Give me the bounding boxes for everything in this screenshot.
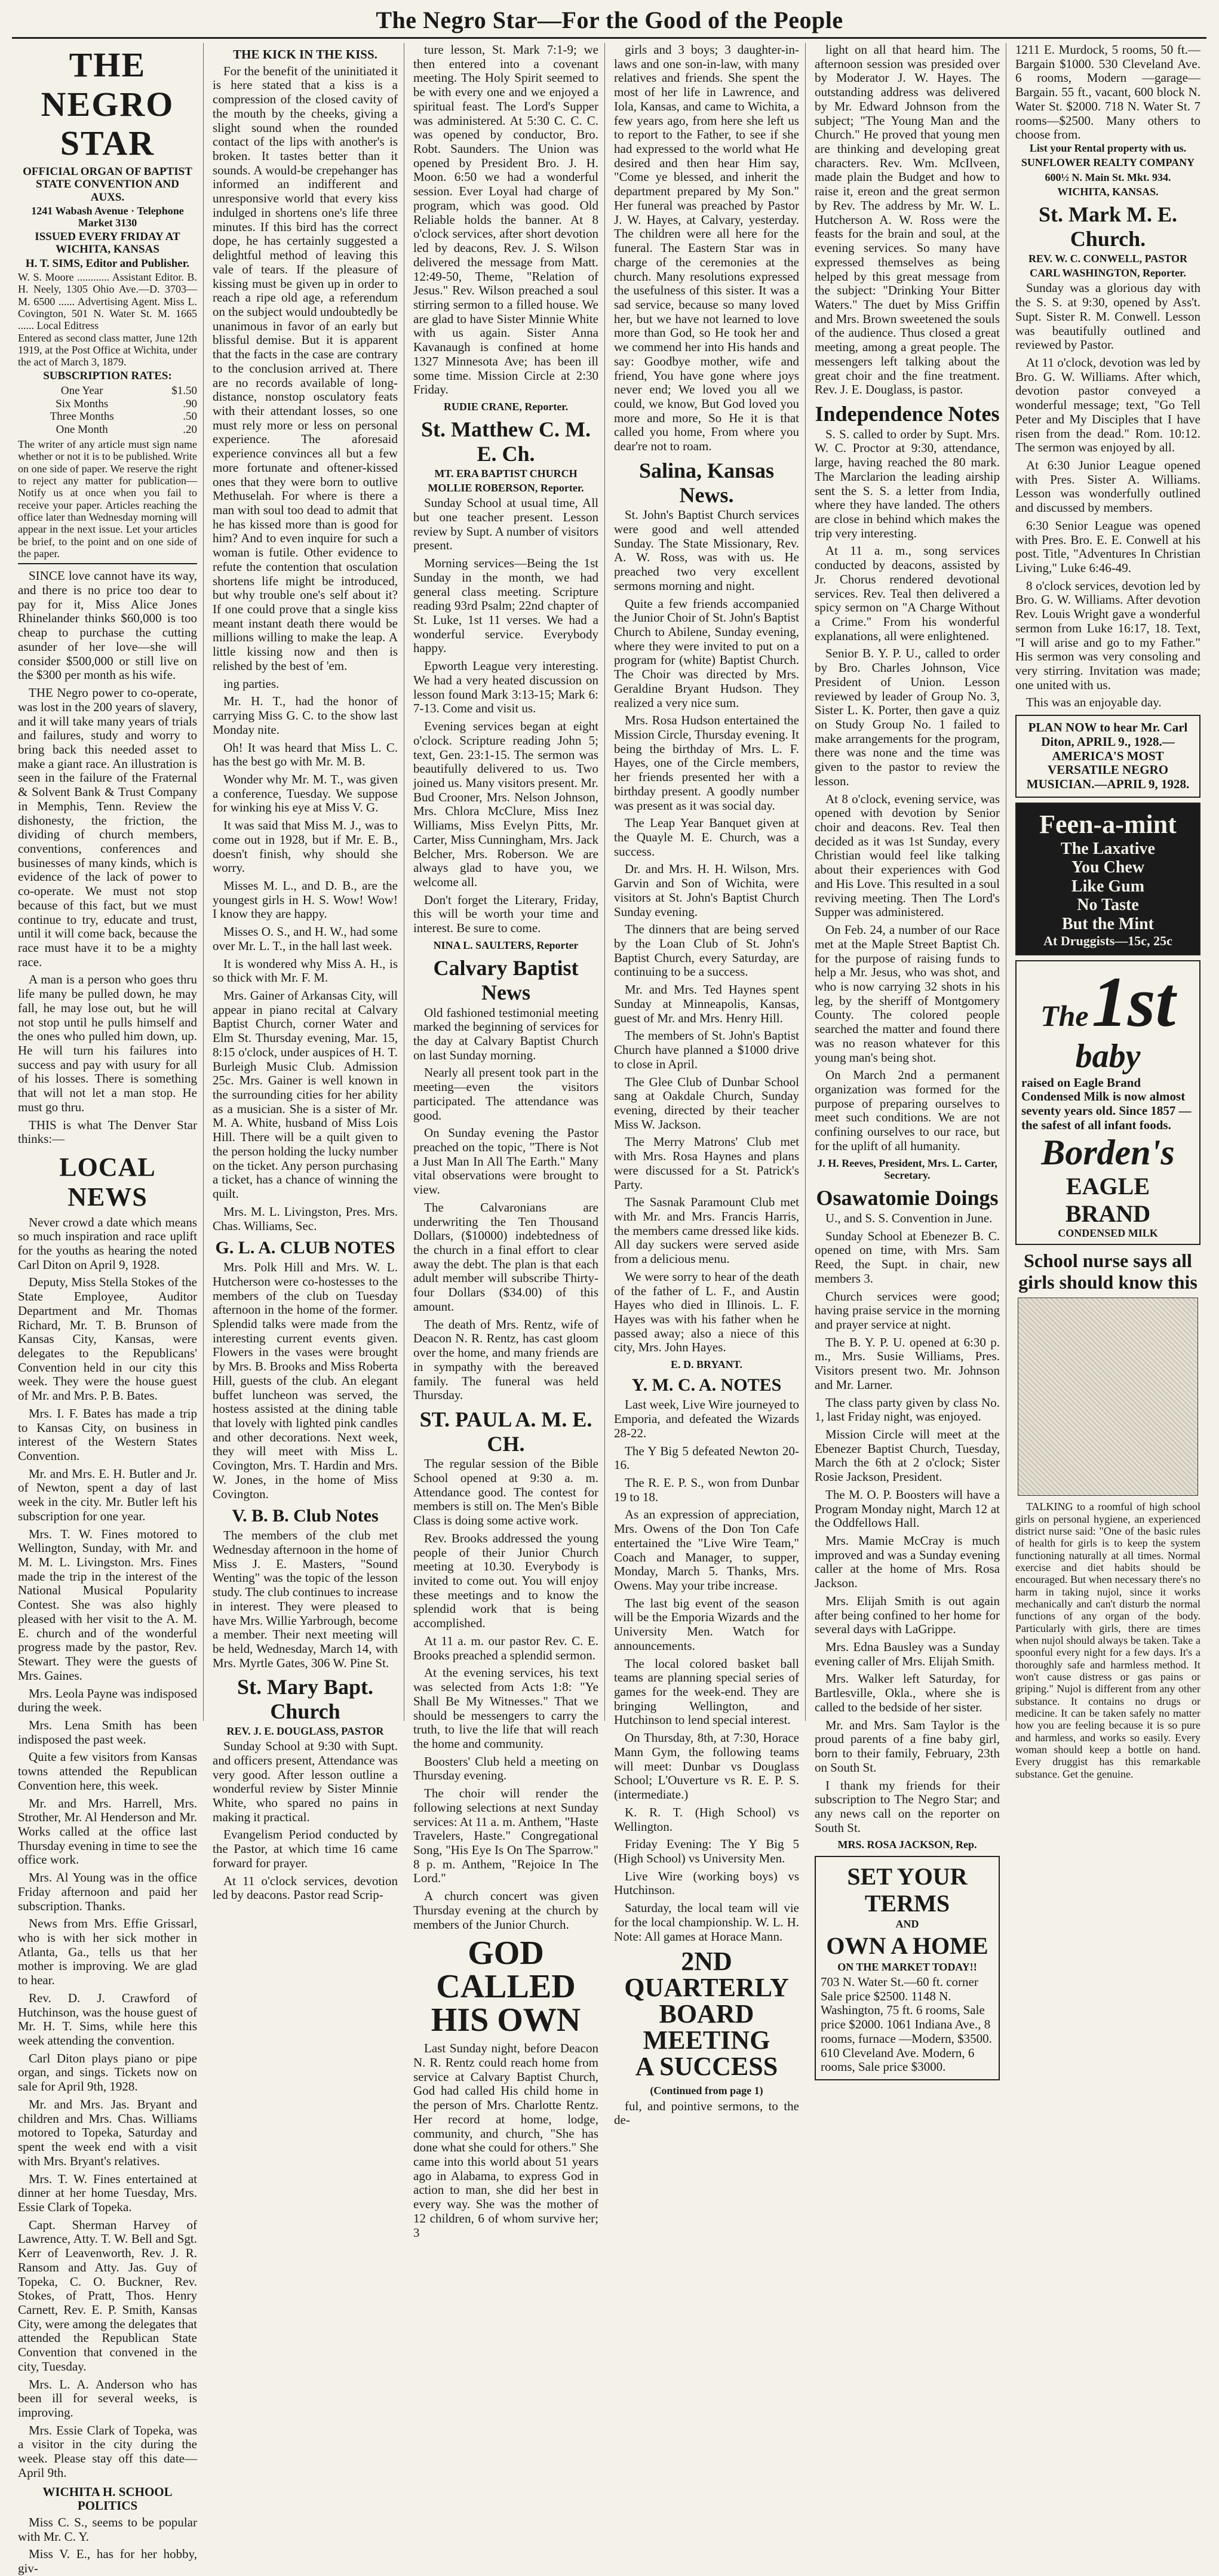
local-news-item: Mrs. Leola Payne was indisposed during the week. <box>18 1686 197 1715</box>
realty-listings: 703 N. Water St.—60 ft. corner Sale price $2500. 1148 N. Washington, 75 ft. 6 rooms, Sale price $2000. 1061 Indiana Ave., 8 rooms, furnace —Modern, $3500. 610 Cleveland Ave. Modern, 6 rooms, Sale price $3000. <box>821 1974 992 2074</box>
school-politics-item: Miss V. E., has for her hobby, giv- <box>18 2547 197 2576</box>
salina-item: The Sasnak Paramount Club met with Mr. and Mrs. Francis Harris, the members came dressed like kids. All day suckers were served aside from a delicious menu. <box>614 1195 799 1267</box>
column-1 <box>12 43 203 2576</box>
independence-item: Senior B. Y. P. U., called to order by Bro. Charles Johnson, Vice President of Union. Lesson reviewed by leader of Group No. 3, Sister L. K. Porter, then gave a quiz on Study Group No. 1 failed to make arrangements for the program, there was none and the time was given to the pastor to review the lesson. <box>815 646 1000 788</box>
independence-item: S. S. called to order by Supt. Mrs. W. C. Proctor at 9:30, attendance, large, having reached the 80 mark. The Marclarion the leading airship sent the S. S. a letter from India, where they have landed. The others are close in behind which makes the trip very interesting. <box>815 426 1000 540</box>
club-notes-heading: V. B. B. Club Notes <box>232 1506 379 1526</box>
club-notes-heading: G. L. A. CLUB NOTES <box>215 1238 395 1258</box>
osawatomie-item: Mrs. Edna Bausley was a Sunday evening caller of Mrs. Elijah Smith. <box>815 1640 1000 1668</box>
realty-cta: List your Rental property with us. <box>1029 142 1187 155</box>
kick-heading: THE KICK IN THE KISS. <box>233 47 377 62</box>
local-news-item: News from Mrs. Effie Grissarl, who is with her sick mother in Atlanta, Ga., tells us that her mother is improving. We are glad to hear. <box>18 1916 197 1988</box>
kick-article: For the benefit of the uninitiated it is here stated that a kiss is a compression of the closed cavity of the mouth by the cheeks, giving a slight sound when the rounded contact of the lips with another's is broken. It tastes better than it sounds. A would-be crepehanger has informed an indifferent and unresponsive world that every kiss indulged in shortens one's life three minutes. If this bird has the correct dope, he has certainly suggested a delightful method of leaving this vale of tears. If the pleasure of kissing must be given up in order to reach a ripe old age, a referendum on the subject would undoubtedly be unanimous in favor of an early but blissful demise. But it is apparent that the facts in the case are contrary to the conclusion arrived at. There are no records available of long-distance, nonstop osculatory feats with their attendant losses, so one must rely more or less on personal experience. The aforesaid experience convinces all but a few more fortunate and oftener-kissed ones that they were born to outlive Methuselah. For where is there a man with soul too dead to admit that he has kissed more than is good for him? And to even inquire for such a woman is futile. Other evidence to refute the contention that osculation shortens life might be introduced, but why trouble one's self about it? If one could prove that a single kiss meant instant death there would be millions willing to make the leap. A little kissing now and then is relished by the best of 'em. <box>213 63 398 673</box>
independence-item: At 8 o'clock, evening service, was opened with devotion by Senior choir and deacons. Rev. Teal then decided as it was 1st Sunday, every Christian would feel like talking about their experiences with God and His Love. This resulted in a soul reviving meeting. Then The Lord's Supper was administered. <box>815 791 1000 920</box>
ymca-item: As an expression of appreciation, Mrs. Owens of the Don Ton Cafe entertained the "Live Wire Team," Coach and Manager, to supper, Monday, March 5. Thanks, Mrs. Owens. May your tribe increase. <box>614 1507 799 1593</box>
local-news-item: Mr. H. T., had the honor of carrying Miss G. C. to the show last Monday nite. <box>213 694 398 737</box>
continued-note: (Continued from page 1) <box>650 2085 763 2097</box>
local-news-item: Capt. Sherman Harvey of Lawrence, Atty. T. W. Bell and Sgt. Kerr of Leavenworth, Rev. J. R. Ransom and Atty. Jas. Guy of Topeka, C. O. Buckner, Rev. Stokes, of Pratt, Thos. Henry Carnett, Rev. E. P. Smith, Kansas City, were among the delegates that attended the Republican State Convention that convened in the city, Tuesday. <box>18 2217 197 2374</box>
independence-heading: Independence Notes <box>815 401 1000 426</box>
local-news-item: Mrs. Gainer of Arkansas City, will appear in piano recital at Calvary Baptist Church, corner Water and Elm St. Thursday evening, Mar. 15, 8:15 o'clock, under auspices of H. T. Burleigh Music Club. Admission 25c. Mrs. Gainer is well known in the surrounding cities for her ability as a musician. She is a sister of Mr. M. A. White, husband of Miss Lois Hill. There will be a quilt given to the person holding the lucky number on the ticket. Any person purchasing a ticket, has a chance of winning the quilt. <box>213 988 398 1201</box>
local-news-item: Mrs. Lena Smith has been indisposed the past week. <box>18 1717 197 1747</box>
salina-item: Mr. and Mrs. Ted Haynes spent Sunday at Minneapolis, Kansas, guest of Mr. and Mrs. Henry Hill. <box>614 982 799 1025</box>
church-item: Sunday School at usual time, All but one teacher present. Lesson review by Supt. A number of visitors present. <box>413 496 598 553</box>
osawatomie-item: Mr. and Mrs. Sam Taylor is the proud parents of a fine baby girl, born to their family, February, 23th on South St. <box>815 1717 1000 1775</box>
church-item: The death of Mrs. Rentz, wife of Deacon N. R. Rentz, has cast gloom over the home, and many friends are in sympathy with the bereaved family. The funeral was held Thursday. <box>413 1317 598 1403</box>
obituary-text: girls and 3 boys; 3 daughter-in-laws and one son-in-law, with many relatives and friends. She spent the most of her life in Lawrence, and Iola, Kansas, and came to Wichita, a few years ago, from here she left us to report to the Father, to see if she had expressed to the world what He desired and then hear Him say, "Come ye blessed, and inherit the department prepared by My Son." Her funeral was preached by Pastor J. W. Hayes, at Calvary, yesterday. The children were all here for the funeral. The Eastern Star was in charge of the ceremonies at the church. Many resolutions expressed the usefulness of this sister. It was a sad service, because so many loved her, but we have not learned to love more than God, so He took her and we commend her into His hands and say: Goodbye mother, wife and friend, You have gone where joys never end; We loved you all we could, we know, But God loved you more and more, So He it is that called you home, From where you dear're not to roam. <box>614 42 799 454</box>
realty-city: WICHITA, KANSAS. <box>1057 186 1159 198</box>
church-item: Sunday was a glorious day with the S. S. at 9:30, opened by Ass't. Supt. Sister R. M. Conwell. Lesson was beautifully outlined and reviewed by Pastor. <box>1015 281 1200 352</box>
church-item: At 6:30 Junior League opened with Pres. Sister A. Williams. Lesson was wonderfully outlined and discussed by members. <box>1015 457 1200 515</box>
reporter-byline: NINA L. SAULTERS, Reporter <box>433 939 579 951</box>
realty-listings: 1211 E. Murdock, 5 rooms, 50 ft.—Bargain $1000. 530 Cleveland Ave. 6 rooms, Modern —garage—Bargain. 55 ft., vacant, 600 block N. Water St. $2000. 718 N. Water St. 7 rooms—$2500. Many others to choose from. <box>1015 42 1200 142</box>
feenamint-line: The Laxative <box>1061 839 1155 858</box>
salina-item: Quite a few friends accompanied the Junior Choir of St. John's Baptist Church to Abilene, Sunday evening, where they were invited to put on a program for (white) Baptist Church. The Choir was directed by Mrs. Geraldine Bryant Hudson. They realized a very nice sum. <box>614 596 799 710</box>
column-6 <box>1009 42 1206 1780</box>
masthead-notice: The writer of any article must sign name whether or not it is to be published. Write on one side of paper. We reserve the right to reject any matter for publication—Notify us at once when you fail to receive your paper. Articles reaching the office later than Wednesday morning will appear in the next issue. Let your articles be brief, to the point and on one side of the paper. <box>18 438 197 560</box>
osawatomie-item: Sunday School at Ebenezer B. C. opened on time, with Mrs. Sam Reed, the Supt. in chair, new members 3. <box>815 1228 1000 1286</box>
church-item: Morning services—Being the 1st Sunday in the month, we had general class meeting. Scripture reading 93rd Psalm; 22nd chapter of St. Luke, 1st 11 verses. We had a wonderful service. Everybody happy. <box>413 556 598 656</box>
salina-heading: Salina, Kansas News. <box>638 458 775 507</box>
masthead-staff: W. S. Moore ............ Assistant Editor. B. H. Neely, 1305 Ohio Ave.—D. 3703—M. 6500 ...... Advertising Agent. Miss L. Covington, 501 N. Water St. M. 1665 ...... Local Editress <box>18 271 197 332</box>
church-item: The regular session of the Bible School opened at 9:30 a. m. Attendance good. The contest for members is still on. The Men's Bible Class is doing some active work. <box>413 1456 598 1528</box>
eagle-brand-ad <box>1015 960 1200 1245</box>
rate-row: Six Months .90 <box>56 397 197 410</box>
realty-ad <box>815 1856 1000 2080</box>
rate-row: One Month .20 <box>56 423 197 436</box>
ymca-item: Live Wire (working boys) vs Hutchinson. <box>614 1868 799 1898</box>
condensed-milk-label: CONDENSED MILK <box>1058 1226 1158 1239</box>
church-item: Sunday School at 9:30 with Supt. and officers present, Attendance was very good. After lesson outline a wonderful review by Sister Minnie White, who spared no pains in making it practical. <box>213 1739 398 1824</box>
osawatomie-item: U., and S. S. Convention in June. <box>825 1210 993 1225</box>
salina-item: The Merry Matrons' Club met with Mrs. Rosa Haynes and plans were discussed for a St. Patrick's Party. <box>614 1135 799 1192</box>
ymca-item: Friday Evening: The Y Big 5 (High School) vs University Men. <box>614 1837 799 1865</box>
church-item: Don't forget the Literary, Friday, this will be worth your time and interest. Be sure to come. <box>413 892 598 936</box>
local-news-item: It is wondered why Miss A. H., is so thick with Mr. F. M. <box>213 956 398 985</box>
church-item: Old fashioned testimonial meeting marked the beginning of services for the day at Calvary Baptist Church on last Sunday morning. <box>413 1005 598 1062</box>
church-heading: St. Mark M. E. Church. <box>1039 202 1177 251</box>
local-news-heading: LOCAL NEWS <box>59 1152 156 1212</box>
feenamint-brand: Feen-a-mint <box>1039 809 1177 839</box>
church-item: A church concert was given Thursday evening at the church by members of the Junior Church. <box>413 1889 598 1932</box>
local-news-item: Mrs. L. A. Anderson who has been ill for several weeks, is improving. <box>18 2377 197 2420</box>
church-item: 6:30 Senior League was opened with Pres. Bro. E. E. Conwell at his post. Title, "Adventures In Christian Living," Luke 6:46-49. <box>1015 518 1200 575</box>
independence-item: At 11 a. m., song services conducted by deacons, assisted by Jr. Chorus rendered devotional services. Rev. Teal then delivered a spicy sermon on "A Charge Without a Crime." From his wonderful explanations, all were enlightened. <box>815 543 1000 643</box>
osawatomie-item: Mrs. Walker left Saturday, for Bartlesville, Okla., where she is called to the bedside of her sister. <box>815 1671 1000 1714</box>
girl-portrait-image <box>1018 1298 1198 1496</box>
local-news-item: Rev. D. J. Crawford of Hutchinson, was the house guest of Mr. H. T. Sims, while here this week attending the convention. <box>18 1990 197 2048</box>
church-byline: REV. W. C. CONWELL, PASTOR <box>1028 252 1188 265</box>
osawatomie-item: Mission Circle will meet at the Ebenezer Baptist Church, Tuesday, March the 6th at 2 o'clock; Sister Rosie Jackson, President. <box>815 1427 1000 1484</box>
masthead-issued: ISSUED EVERY FRIDAY AT WICHITA, KANSAS <box>35 230 180 256</box>
column-5 <box>809 42 1006 2074</box>
reporter-byline: MOLLIE ROBERSON, Reporter. <box>428 481 584 494</box>
obituary-text: Last Sunday night, before Deacon N. R. Rentz could reach home from service at Calvary Baptist Church, God had called His child home in the person of Mrs. Charlotte Rentz. Her record at home, lodge, community, and church, "She has done what she could for others." She came into this world about 51 years ago in Alabama, to express God in action to man, she did her best in every way. She was the mother of 12 children, 6 of whom survive her; 3 <box>413 2041 598 2240</box>
church-item: At the evening services, his text was selected from Acts 1:8: "Ye Shall Be My Witnesses." That we should be messengers to carry the truth, to live the life that will reach the home and community. <box>413 1665 598 1751</box>
board-meeting-text: ful, and pointive sermons, to the de- <box>614 2098 799 2128</box>
board-meeting-text: light on all that heard him. The afternoon session was presided over by Moderator J. W. Hayes. The outstanding address was delivered by Mr. Edward Johnson from the subject; "The Young Man and the Church." He proved that young men are thinking and developing great characters. Rev. Wm. McIlveen, made plain the Budget and how to raise it, ereon and the great sermon by Rev. The address by Mr. W. L. Hutcherson A. W. Ross were the feasts for the brain and soul, at the evening services. So many have expressed themselves as being helped by this great message from the subject: "Drinking Your Bitter Waters." The duet by Miss Griffin and Mrs. Brown sweetened the souls of the audience. Thus closed a great meeting, among a great people. The messengers left talking about the great choir and the fine treatment. Rev. J. E. Douglass, is pastor. <box>815 42 1000 397</box>
god-called-heading: GOD CALLED HIS OWN <box>431 1935 581 2039</box>
osawatomie-item: Church services were good; having praise service in the morning and prayer service at night. <box>815 1289 1000 1332</box>
salina-item: Mrs. Rosa Hudson entertained the Mission Circle, Thursday evening. It being the birthday of Mrs. L. F. Hayes, one of the Circle members, her friends presented her with a birthday present. A goodly number was present as it was social day. <box>614 713 799 813</box>
local-news-item: Wonder why Mr. M. T., was given a conference, Tuesday. We suppose for winking his eye at Miss V. G. <box>213 771 398 815</box>
osawatomie-item: Mrs. Mamie McCray is much improved and was a Sunday evening caller at the home of Mrs. Rosa Jackson. <box>815 1533 1000 1591</box>
ymca-item: K. R. T. (High School) vs Wellington. <box>614 1805 799 1834</box>
ymca-item: The last big event of the season will be the Emporia Wizards and the University Men. Watch for announcements. <box>614 1596 799 1653</box>
salina-item: We were sorry to hear of the death of the father of L. F., and Austin Hayes who died in Illinois. L. F. Hayes was with his father when he passed away; also a niece of this city, Mrs. John Hayes. <box>614 1269 799 1355</box>
independence-item: On March 2nd a permanent organization was formed for the purpose of preparing ourselves to meet such conditions. We are not confining ourselves to our race, but for the uplift of all humanity. <box>815 1068 1000 1153</box>
local-news-item: Mrs. T. W. Fines entertained at dinner at her home Tuesday, Mrs. Essie Clark of Topeka. <box>18 2171 197 2214</box>
local-news-item: Mrs. Essie Clark of Topeka, was a visitor in the city during the week. Please stay off this date—April 9th. <box>18 2423 197 2480</box>
church-byline: REV. J. E. DOUGLASS, PASTOR <box>226 1724 384 1737</box>
editorial-paragraph: THE Negro power to co-operate, was lost in the 200 years of slavery, and it will take many years of trials and failures, study and worry to bring back this needed asset to make a giant race. An illustration is seen in the failure of the Fraternal & Solvent Bank & Trust Company in Memphis, Tenn. Review the dishonesty, the friction, the dividing of church members, conventions, conferences and businesses of many kinds, which is evidence of the lack of power to co-operate. We must not stop because of this fact, but we must continue to try, educate and trust, until it will come back, because the race must have it to be a mighty race. <box>18 686 197 969</box>
feenamint-line: You Chew <box>1071 858 1145 877</box>
running-head: The Negro Star—For the Good of the People <box>376 7 843 33</box>
ymca-item: Last week, Live Wire journeyed to Emporia, and defeated the Wizards 28-22. <box>614 1397 799 1440</box>
local-news-item: Mr. and Mrs. Harrell, Mrs. Strother, Mr. Al Henderson and Mr. Works called at the office last Thursday evening in time to see the office work. <box>18 1796 197 1867</box>
church-item: This was an enjoyable day. <box>1026 695 1162 710</box>
local-news-item: It was said that Miss M. J., was to come out in 1928, but if Mr. E. B., doesn't finish, why should she worry. <box>213 818 398 875</box>
column-divider <box>805 43 806 1721</box>
realty-address: 600½ N. Main St. Mkt. 934. <box>1045 171 1171 183</box>
osawatomie-item: I thank my friends for their subscription to The Negro Star; and any news call on the reporter on South St. <box>815 1778 1000 1835</box>
masthead-entered: Entered as second class matter, June 12th 1919, at the Post Office at Wichita, under the act of March 3, 1879. <box>18 331 197 368</box>
feenamint-ad <box>1015 803 1200 956</box>
column-4 <box>608 42 805 2128</box>
local-news-item: Oh! It was heard that Miss L. C. has the best go with Mr. M. B. <box>213 740 398 769</box>
osawatomie-heading: Osawatomie Doings <box>816 1186 999 1210</box>
osawatomie-item: The B. Y. P. U. opened at 6:30 p. m., Mrs. Susie Williams, Pres. Visitors present two. Mr. Johnson and Mr. Larner. <box>815 1335 1000 1392</box>
church-item: On Sunday evening the Pastor preached on the topic, "There is Not a Just Man In All The Earth." Many vital observations were brought to view. <box>413 1126 598 1197</box>
church-item: Evening services began at eight o'clock. Scripture reading John 5; text, Gen. 23:1-15. The sermon was beautifully delivered to us. Two joined us. Many visitors present. Mr. Bud Crooner, Mrs. Nelson Johnson, Mrs. Chlora McClure, Miss Inez Williams, Miss Evelyn Pitts, Mr. Carter, Miss Cunningham, Mrs. Jack Belcher, Mrs. Roberson. We are always glad to have you, we welcome all. <box>413 719 598 889</box>
local-news-item: Never crowd a date which means so much inspiration and race uplift for the youths as hearing the noted Carl Diton on April 9, 1928. <box>18 1215 197 1272</box>
column-3 <box>407 42 604 2240</box>
masthead <box>18 45 197 564</box>
salina-item: The Leap Year Banquet given at the Quayle M. E. Church, was a success. <box>614 816 799 859</box>
rates-table <box>18 385 197 436</box>
church-heading: St. Matthew C. M. E. Ch. <box>421 417 591 466</box>
realty-headline: OWN A HOME <box>826 1932 988 1960</box>
salina-item: St. John's Baptist Church services were good and well attended Sunday. The State Missionary, Rev. A. W. Ross, was with us. He preached two very excellent sermons morning and night. <box>614 508 799 593</box>
feenamint-line: No Taste <box>1077 896 1139 915</box>
local-news-item: Mrs. M. L. Livingston, Pres. Mrs. Chas. Williams, Sec. <box>213 1204 398 1233</box>
ymca-item: On Thursday, 8th, at 7:30, Horace Mann Gym, the following teams will meet: Dunbar vs Douglass School; L'Ouverture vs R. E. P. S. (intermediate.) <box>614 1730 799 1802</box>
editorial-paragraph: A man is a person who goes thru life many be pulled down, he may fall, he may lose out, but he will not stop until he pulls himself and the ones who pulled him down, up. He will turn his failures into success and pay with usury for all of his losses. There is something that will not let a man stop. He must go thru. <box>18 972 197 1114</box>
church-item: At 11 a. m. our pastor Rev. C. E. Brooks preached a splendid sermon. <box>413 1633 598 1662</box>
rates-title: SUBSCRIPTION RATES: <box>43 369 172 382</box>
local-news-item: Mrs. T. W. Fines motored to Wellington, Sunday, with Mr. and M. M. L. Livingston. Mrs. Fines made the trip in the interest of the National Musical Popularity Contest. She was also highly pleased with her visit to the A. M. E. church and of the wonderful progress made by the pastor, Rev. Stewart. They were the guests of Mrs. Gaines. <box>18 1526 197 1683</box>
realty-company: SUNFLOWER REALTY COMPANY <box>1021 156 1195 169</box>
local-news-item: Misses M. L., and D. B., are the youngest girls in H. S. Wow! Wow! I know they are happy. <box>213 878 398 921</box>
reporter-byline: CARL WASHINGTON, Reporter. <box>1030 267 1186 279</box>
editorial-paragraph: THIS is what The Denver Star thinks:— <box>18 1117 197 1146</box>
masthead-editor: H. T. SIMS, Editor and Publisher. <box>25 257 190 270</box>
header-rule <box>12 37 1206 39</box>
column-2 <box>207 43 404 1902</box>
church-subheading: MT. ERA BAPTIST CHURCH <box>434 467 578 479</box>
feenamint-line: But the Mint <box>1062 915 1154 933</box>
local-news-item: Carl Diton plays piano or pipe organ, and sings. Tickets now on sale for April 9th, 1928. <box>18 2051 197 2094</box>
realty-subheadline: ON THE MARKET TODAY!! <box>837 1960 977 1973</box>
local-news-item: Mrs. I. F. Bates has made a trip to Kansas City, on business in interest of the Western States Convention. <box>18 1406 197 1463</box>
church-item: The choir will render the following selections at next Sunday services: At 11 a. m. Anthem, "Haste Travelers, Haste." Congregational Song, "His Eye Is On The Sparrow." 8 p. m. Anthem, "Rejoice In The Lord." <box>413 1786 598 1886</box>
diton-notice: PLAN NOW to hear Mr. Carl Diton, APRIL 9., 1928.—AMERICA'S MOST VERSATILE NEGRO MUSICIAN.—APRIL 9, 1928. <box>1015 715 1200 798</box>
club-notes-text: Mrs. Polk Hill and Mrs. W. L. Hutcherson were co-hostesses to the members of the club on Tuesday afternoon in the home of the former. Splendid talks were made from the interesting current events given. Flowers in the vases were brought by Mrs. B. Brooks and Miss Roberta Hill, guests of the club. An elegant buffet luncheon was served, the hostess assisted at the dining table that lovely with lighted pink candles and other decorations. Next week, they will meet with Miss L. Covington, Mrs. T. Hardin and Mrs. W. Jones, in the home of Miss Covington. <box>213 1260 398 1501</box>
reporter-byline: RUDIE CRANE, Reporter. <box>443 400 569 413</box>
church-heading: ST. PAUL A. M. E. CH. <box>419 1407 592 1456</box>
local-news-item: Mrs. Al Young was in the office Friday afternoon and paid her subscription. Thanks. <box>18 1870 197 1913</box>
local-news-item: Deputy, Miss Stella Stokes of the State Employee, Auditor Department and Mr. Thomas Richard, Mr. T. B. Brunson of Kansas City, Kansas, were delegates to the Republicans' Convention held in our city this week. They were the house guest of Mr. and Mrs. P. B. Bates. <box>18 1275 197 1403</box>
board-meeting-heading: 2ND QUARTERLY BOARD MEETING A SUCCESS <box>624 1947 789 2082</box>
nurse-ad-heading: School nurse says all girls should know this <box>1018 1250 1197 1293</box>
salina-item: Dr. and Mrs. H. H. Wilson, Mrs. Garvin and Son of Wichita, were visitors at St. John's Baptist Church Sunday evening. <box>614 862 799 919</box>
church-item: Evangelism Period conducted by the Pastor, at which time 16 came forward for prayer. <box>213 1827 398 1870</box>
church-item: At 11 o'clock services, devotion led by deacons. Pastor read Scrip- <box>213 1873 398 1902</box>
ymca-item: The Y Big 5 defeated Newton 20-16. <box>614 1443 799 1473</box>
reporter-byline: MRS. ROSA JACKSON, Rep. <box>837 1839 977 1851</box>
school-politics-item: Miss C. S., seems to be popular with Mr. C. Y. <box>18 2515 197 2544</box>
reporter-byline: E. D. BRYANT. <box>671 1358 742 1371</box>
church-item: Epworth League very interesting. We had a very heated discussion on lesson found Mark 3:13-15; Mark 6: 7-13. Come and visit us. <box>413 659 598 716</box>
independence-signature: J. H. Reeves, President, Mrs. L. Carter, Secretary. <box>817 1157 997 1181</box>
independence-item: On Feb. 24, a number of our Race met at the Maple Street Baptist Ch. for the purpose of raising funds to help a Mr. Jesus, who was shot, and who is now carrying 32 shots in his leg, by the sheriff of Montgomery County. The colored people searched the matter and found there was no reason whatever for this young man's being shot. <box>815 923 1000 1065</box>
feenamint-price: At Druggists—15c, 25c <box>1043 933 1172 948</box>
church-item: Rev. Brooks addressed the young people of their Junior Church meeting at 10.30. Everybody is invited to come out. You will enjoy these meetings and to know the splendid work that is being accomplished. <box>413 1530 598 1631</box>
ymca-item: The local colored basket ball teams are planning special series of games for the week-end. They are bringing Wellington, and Hutchinson to lend special interest. <box>614 1656 799 1727</box>
realty-headline: SET YOUR TERMS <box>847 1862 968 1917</box>
church-heading: St. Mary Bapt. Church <box>237 1675 373 1724</box>
baby-headline: The 1st baby <box>1040 962 1175 1075</box>
baby-text: raised on Eagle Brand Condensed Milk is now almost seventy years old. Since 1857 —the safest of all infant foods. <box>1021 1075 1192 1132</box>
local-news-item: Misses O. S., and H. W., had some over Mr. L. T., in the hall last week. <box>213 924 398 953</box>
local-news-item: Mr. and Mrs. E. H. Butler and Jr. of Newton, spent a day of last week in the city. Mr. Butler left his subscription for one year. <box>18 1466 197 1523</box>
nurse-ad-text: TALKING to a roomful of high school girls on personal hygiene, an experienced district nurse said: "One of the basic rules of health for girls is to keep the system functioning naturally at all times. Normal exercise and diet habits should be encouraged. But when necessary there's no harm in taking nujol, since it works mechanically and can't disturb the normal functions of any organ of the body. Particularly with girls, there are times when nujol should always be taken. Take a spoonful every night for a few days. It's a thoroughly safe and harmless method. It won't cause distress or gas pains or griping." Nujol is different from any other substance. It contains no drugs or medicine. It can be taken safely no matter how you are feeling because it is so pure and harmless, and works so easily. Every woman should keep a bottle on hand. Every druggist has this remarkable substance. Get the genuine. <box>1015 1501 1200 1780</box>
masthead-address: 1241 Wabash Avenue · Telephone Market 3130 <box>31 205 184 229</box>
church-heading: Calvary Baptist News <box>433 956 579 1004</box>
church-item: Nearly all present took part in the meeting—even the visitors participated. The attendance was good. <box>413 1065 598 1123</box>
ymca-item: Saturday, the local team will vie for the local championship. W. L. H. Note: All games at Horace Mann. <box>614 1901 799 1944</box>
rate-row: Three Months .50 <box>50 410 197 423</box>
ymca-heading: Y. M. C. A. NOTES <box>631 1375 782 1395</box>
local-news-item: Mr. and Mrs. Jas. Bryant and children and Mrs. Chas. Williams motored to Topeka, Saturday and spent the week end with a visit with Mrs. Bryant's relatives. <box>18 2097 197 2168</box>
bordens-logo: Borden's <box>1041 1132 1175 1172</box>
salina-item: The dinners that are being served by the Loan Club of St. John's Baptist Church, every Saturday, are continuing to be a success. <box>614 922 799 979</box>
local-news-item: ing parties. <box>223 676 280 691</box>
eagle-brand-logo: EAGLE BRAND <box>1065 1173 1151 1227</box>
school-politics-heading: WICHITA H. SCHOOL POLITICS <box>42 2484 173 2513</box>
church-item: ture lesson, St. Mark 7:1-9; we then entered into a covenant meeting. The Holy Spirit seemed to be with every one and we enjoyed a spiritual feast. The Lord's Supper was administered. At 5:30 C. C. C. was opened by conductor, Bro. Robt. Saunders. The Union was opened by President Bro. J. H. Moon. 6:50 we had a wonderful session. Ever Loyal had charge of program, which was good. Old Reliable holds the banner. At 8 o'clock services, after short devotion led by deacons, Rev. J. S. Wilson delivered the message from Matt. 12:49-50, Theme, "Relation of Jesus." Rev. Wilson preached a soul stirring sermon to a filled house. We are glad to have Sister Minnie White with us again. Sister Anna Kavanaugh is confined at home 1327 Minnesota Ave; has been ill some time. Mission Circle at 2:30 Friday. <box>413 42 598 397</box>
editorial-paragraph: SINCE love cannot have its way, and there is no price too dear to pay for it, Miss Alice Jones Rhinelander thinks $60,000 is too cheap to purchase the cutting asunder of her love—she will consider $500,000 or still live on the $300 per month as his wife. <box>18 568 197 683</box>
local-news-item: Quite a few visitors from Kansas towns attended the Republican Convention here, this week. <box>18 1750 197 1793</box>
column-divider <box>604 43 605 1721</box>
church-item: Boosters' Club held a meeting on Thursday evening. <box>413 1754 598 1783</box>
masthead-title: THE NEGRO STAR <box>41 45 174 163</box>
osawatomie-item: The M. O. P. Boosters will have a Program Monday night, March 12 at the Oddfellows Hall. <box>815 1487 1000 1530</box>
church-item: At 11 o'clock, devotion was led by Bro. G. W. Williams. After which, devotion pastor conveyed a wonderful message; text, "Go Tell Peter and My Disciples that I have risen from the dead." Rom. 10:12. The sermon was enjoyed by all. <box>1015 355 1200 455</box>
osawatomie-item: The class party given by class No. 1, last Friday night, was enjoyed. <box>815 1395 1000 1424</box>
salina-item: The members of St. John's Baptist Church have planned a $1000 drive to close in April. <box>614 1028 799 1071</box>
column-divider <box>203 43 204 1721</box>
rate-row: One Year $1.50 <box>60 385 197 398</box>
osawatomie-item: Mrs. Elijah Smith is out again after being confined to her home for several days with LaGrippe. <box>815 1593 1000 1637</box>
club-notes-text: The members of the club met Wednesday afternoon in the home of Miss J. E. Masters, "Sound Wenting" was the topic of the lesson study. The club continues to increase in interest. They were pleased to have Mrs. Willie Yarbrough, become a member. Their next meeting will be held, Wednesday, March 14, with Mrs. Myrtle Gates, 306 W. Pine St. <box>213 1528 398 1670</box>
feenamint-line: Like Gum <box>1071 877 1145 896</box>
church-item: The Calvaronians are underwriting the Ten Thousand Dollars, ($10000) indebtedness of the church in a final effort to clear away the debt. The plan is that each adult member will subscribe Thirty-four Dollars ($34.00) of this amount. <box>413 1200 598 1314</box>
church-item: 8 o'clock services, devotion led by Bro. G. W. Williams. After devotion Rev. Louis Wright gave a wonderful sermon from Luke 16:17, 18. Text, "I will arise and go to my Father." His sermon was very consoling and very stirring. Invitation was made; one united with us. <box>1015 578 1200 692</box>
realty-and: AND <box>895 1918 919 1931</box>
salina-item: The Glee Club of Dunbar School sang at Oakdale Church, Sunday evening, directed by their teacher Miss W. Jackson. <box>614 1074 799 1132</box>
ymca-item: The R. E. P. S., won from Dunbar 19 to 18. <box>614 1475 799 1504</box>
masthead-subtitle: OFFICIAL ORGAN OF BAPTIST STATE CONVENTION AND AUXS. <box>23 165 192 204</box>
